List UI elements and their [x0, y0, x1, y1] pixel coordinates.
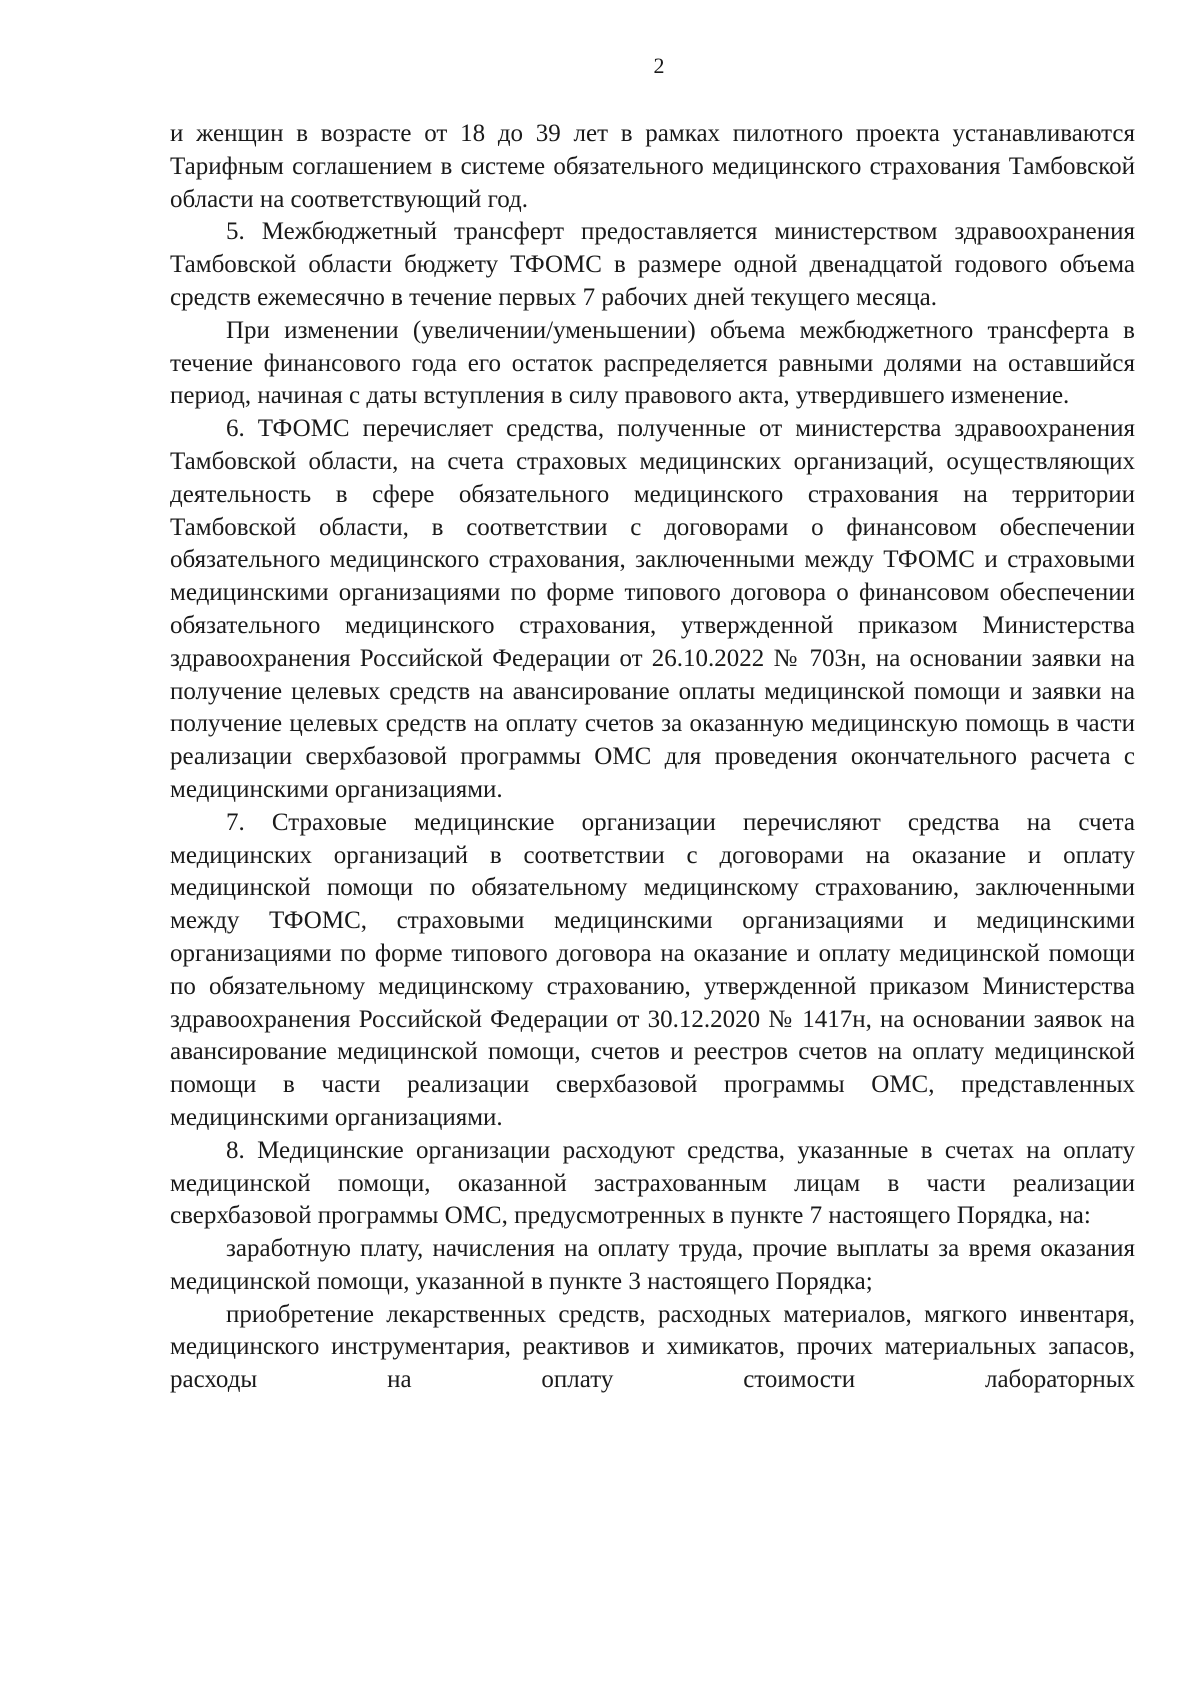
paragraph-item-6: 6. ТФОМС перечисляет средства, полученные от министерства здравоохранения Тамбовской области, на счета страховых медицинских организаций, осуществляющих деятельность в сфере обязательного медицинского страхования на территории Тамбовской области, в соответствии с договорами о финансовом обеспечении обязательного медицинского страхования, заключенными между ТФОМС и страховыми медицинскими организациями по форме типового договора о финансовом обеспечении обязательного медицинского страхования, утвержденной приказом Министерства здравоохранения Российской Федерации от 26.10.2022 № 703н, на основании заявки на получение целевых средств на авансирование оплаты медицинской помощи и заявки на получение целевых средств на оплату счетов за оказанную медицинскую помощь в части реализации сверхбазовой программы ОМС для проведения окончательного расчета с медицинскими организациями.	[170, 415, 1135, 803]
paragraph-item-8: 8. Медицинские организации расходуют средства, указанные в счетах на оплату медицинской помощи, оказанной застрахованным лицам в части реализации сверхбазовой программы ОМС, предусмотренных в пункте 7 настоящего Порядка, на:	[170, 1136, 1135, 1230]
paragraph-transfer-change: При изменении (увеличении/уменьшении) объема межбюджетного трансферта в течение финансового года его остаток распределяется равными долями на оставшийся период, начиная с даты вступления в силу правового акта, утвердившего изменение.	[170, 316, 1135, 410]
paragraph-expense-salary: заработную плату, начисления на оплату труда, прочие выплаты за время оказания медицинской помощи, указанной в пункте 3 настоящего Порядка;	[170, 1235, 1135, 1295]
document-body	[170, 118, 1135, 1397]
paragraph-expense-materials: приобретение лекарственных средств, расходных материалов, мягкого инвентаря, медицинского инструментария, реактивов и химикатов, прочих материальных запасов, расходы на оплату стоимости лабораторных	[170, 1300, 1135, 1394]
paragraph-item-7: 7. Страховые медицинские организации перечисляют средства на счета медицинских организаций в соответствии с договорами на оказание и оплату медицинской помощи по обязательному медицинскому страхованию, заключенными между ТФОМС, страховыми медицинскими организациями и медицинскими организациями по форме типового договора на оказание и оплату медицинской помощи по обязательному медицинскому страхованию, утвержденной приказом Министерства здравоохранения Российской Федерации от 30.12.2020 № 1417н, на основании заявок на авансирование медицинской помощи, счетов и реестров счетов на оплату медицинской помощи в части реализации сверхбазовой программы ОМС, представленных медицинскими организациями.	[170, 808, 1135, 1131]
paragraph-item-5: 5. Межбюджетный трансферт предоставляется министерством здравоохранения Тамбовской области бюджету ТФОМС в размере одной двенадцатой годового объема средств ежемесячно в течение первых 7 рабочих дней текущего месяца.	[170, 218, 1135, 311]
paragraph-continuation: и женщин в возрасте от 18 до 39 лет в рамках пилотного проекта устанавливаются Тарифным соглашением в системе обязательного медицинского страхования Тамбовской области на соответствующий год.	[170, 120, 1135, 213]
page-number: 2	[653, 53, 665, 78]
